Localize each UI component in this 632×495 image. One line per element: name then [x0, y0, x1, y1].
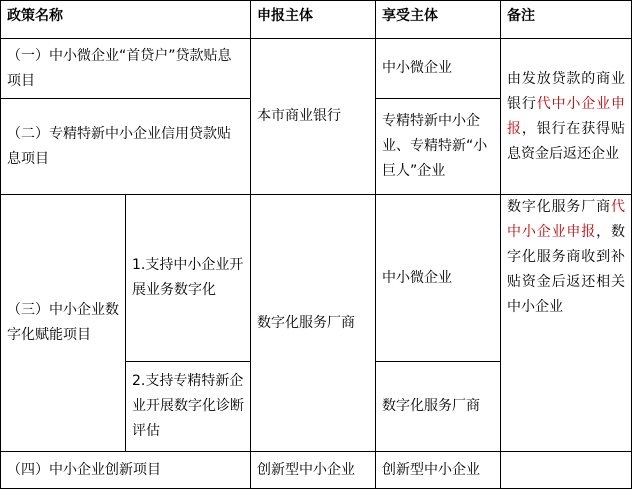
applicant-cell: 本市商业银行: [251, 39, 376, 195]
note-text: ，银行在获得贴息资金后返还企业: [507, 120, 626, 162]
beneficiary-cell: 创新型中小企业: [376, 452, 501, 489]
beneficiary-cell: 中小微企业: [376, 39, 501, 99]
beneficiary-cell: 专精特新中小企业、专精特新“小巨人”企业: [376, 99, 501, 195]
policy-name-cell: （一）中小微企业“首贷户”贷款贴息项目: [1, 39, 251, 99]
note-cell-empty: [501, 452, 632, 489]
beneficiary-cell: 中小微企业: [376, 195, 501, 362]
policy-name-cell: （二）专精特新中小企业信用贷款贴息项目: [1, 99, 251, 195]
sub-policy-cell: 1.支持中小企业开展业务数字化: [126, 195, 251, 362]
applicant-cell: 创新型中小企业: [251, 452, 376, 489]
header-policy-name: 政策名称: [1, 1, 251, 39]
policy-name-cell: （三）中小企业数字化赋能项目: [1, 195, 126, 452]
sub-policy-cell: 2.支持专精特新企业开展数字化诊断评估: [126, 362, 251, 452]
note-highlight: 代中小企业申报: [507, 199, 625, 240]
policy-name-cell: （四）中小企业创新项目: [1, 452, 251, 489]
table-row: [1, 452, 632, 489]
table-row: [1, 195, 632, 362]
note-text: 数字化服务厂商: [507, 199, 611, 215]
note-text: ，数字化服务商收到补贴资金后返还相关中小企业: [507, 224, 626, 315]
applicant-cell: 数字化服务厂商: [251, 195, 376, 452]
note-highlight: 代中小企业申报: [507, 95, 626, 137]
header-applicant: 申报主体: [251, 1, 376, 39]
header-note: 备注: [501, 1, 632, 39]
note-cell: [501, 195, 632, 452]
header-beneficiary: 享受主体: [376, 1, 501, 39]
header-row: [1, 1, 632, 39]
note-text: 由发放贷款的商业银行: [507, 70, 625, 112]
note-cell: [501, 39, 632, 195]
beneficiary-cell: 数字化服务厂商: [376, 362, 501, 452]
table-row: [1, 39, 632, 99]
